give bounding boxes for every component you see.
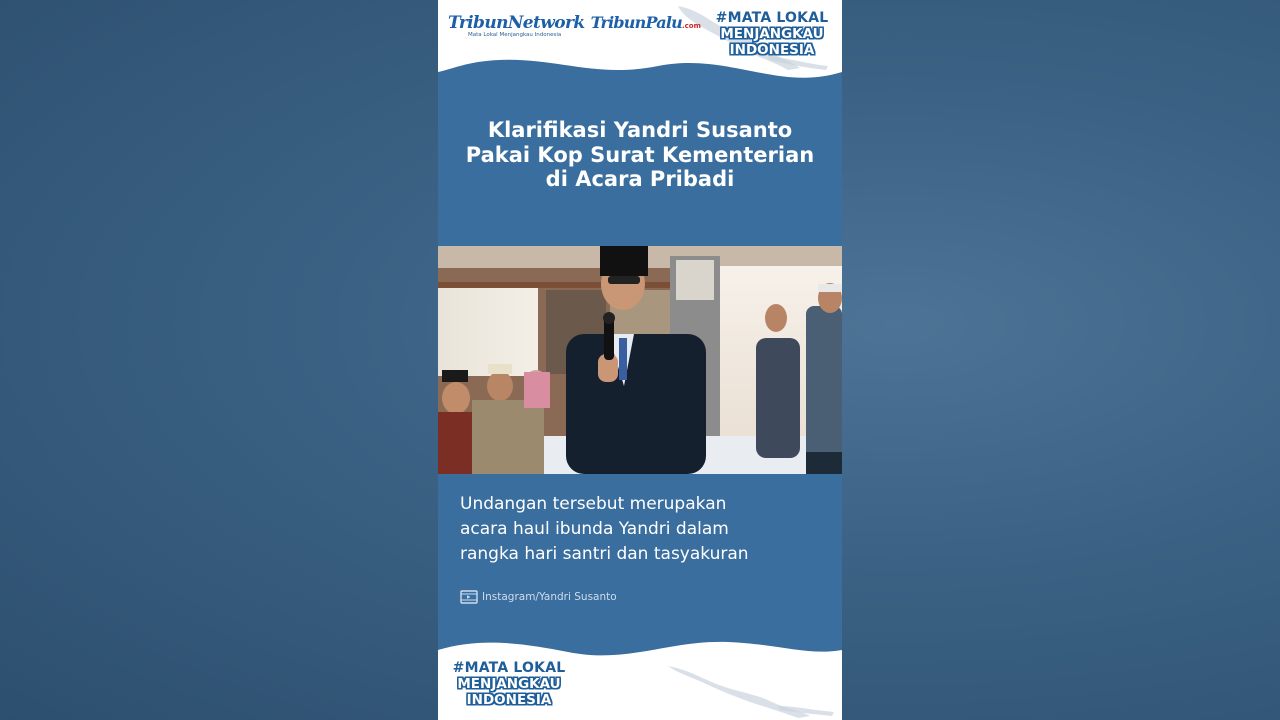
headline [438,118,842,192]
footer-badge-line3: INDONESIA [466,692,552,708]
caption-line3: rangka hari santri dan tasyakuran [460,544,749,564]
logo-site-domain: .com [681,22,701,30]
headline-line1: Klarifikasi Yandri Susanto [487,118,793,142]
tribunpalu-logo [591,14,701,35]
caption [460,492,830,567]
logo-row [448,14,701,39]
news-card [438,0,842,720]
footer-badge-line1: #MATA LOKAL [452,660,566,676]
source-text: Instagram/Yandri Susanto [482,591,617,603]
photo-source [460,590,617,604]
headline-line3: di Acara Pribadi [545,167,735,191]
logo-site-text: TribunPalu [590,13,682,32]
headline-line2: Pakai Kop Surat Kementerian [465,142,815,167]
mata-lokal-badge-bottom [442,660,576,708]
tribunnetwork-logo [448,14,585,39]
logo-tagline: Mata Lokal Menjangkau Indonesia [468,32,562,38]
badge-line1: #MATA LOKAL [715,10,829,26]
news-photo [438,246,842,474]
footer-badge-line2: MENJANGKAU [457,676,561,692]
caption-line2: acara haul ibunda Yandri dalam [460,519,729,539]
logo-network-text: TribunNetwork [448,13,585,33]
badge-line3: INDONESIA [729,42,815,58]
caption-line1: Undangan tersebut merupakan [460,494,727,514]
badge-line2: MENJANGKAU [720,26,824,42]
video-icon [460,590,478,604]
mata-lokal-badge-top [703,10,841,58]
